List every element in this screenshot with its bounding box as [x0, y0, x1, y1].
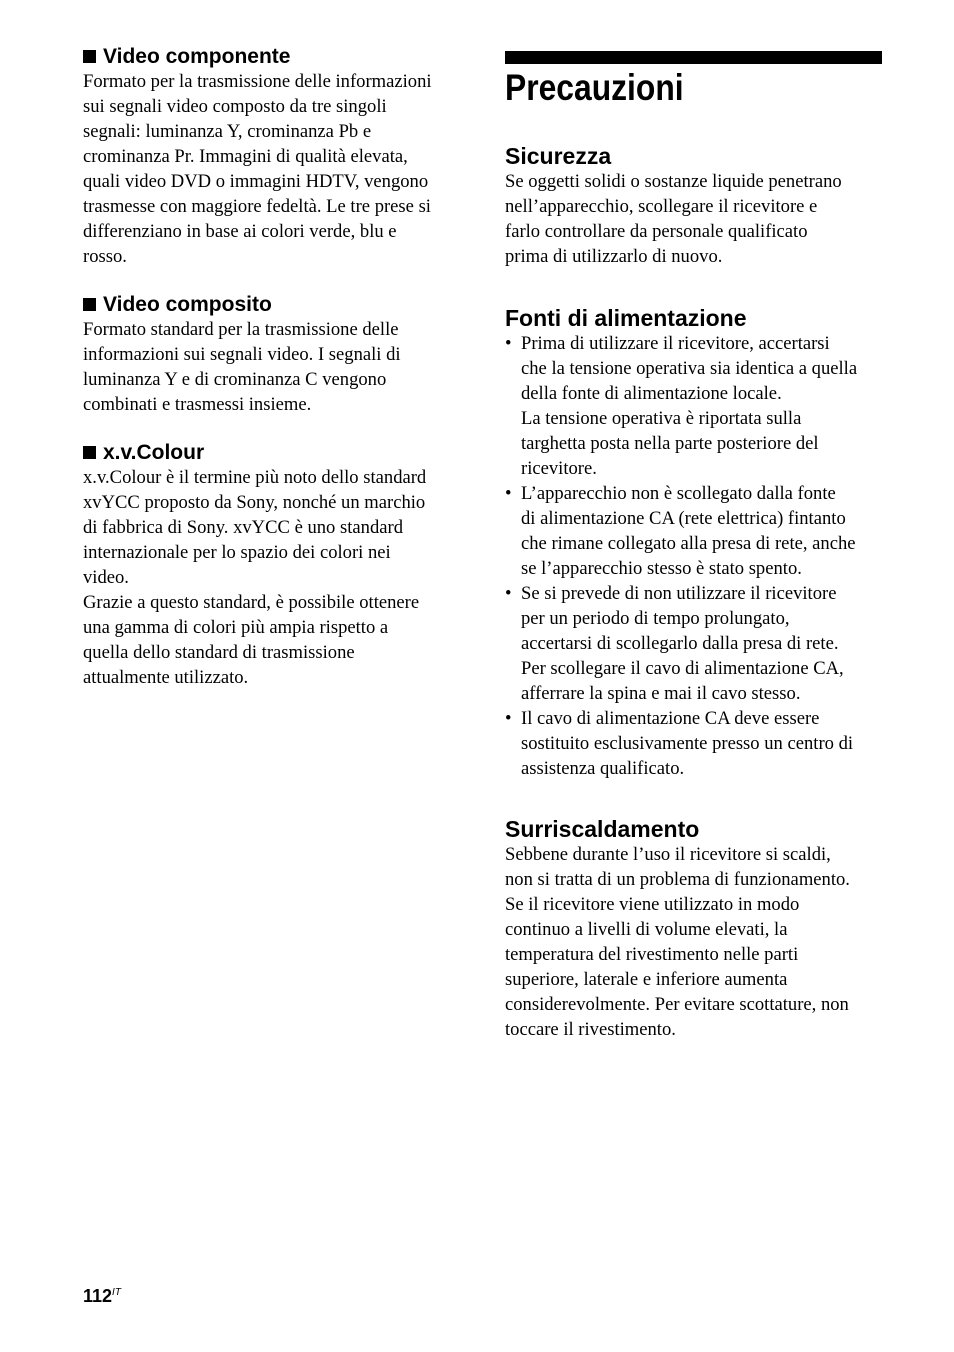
- body-line: x.v.Colour è il termine più noto dello standard: [83, 467, 427, 488]
- body-line: trasmesse con maggiore fedeltà. Le tre prese si: [83, 196, 431, 217]
- body-line: afferrare la spina e mai il cavo stesso.: [521, 683, 801, 704]
- list-item: [505, 706, 857, 781]
- page-title: Precauzioni: [505, 67, 684, 108]
- body-line: quali video DVD o immagini HDTV, vengono: [83, 171, 429, 192]
- section-heading: [83, 44, 432, 69]
- section-sicurezza: [505, 143, 842, 269]
- section-body: [505, 842, 850, 1042]
- body-line: ricevitore.: [521, 458, 597, 479]
- body-line: quella dello standard di trasmissione: [83, 642, 355, 663]
- body-line: attualmente utilizzato.: [83, 667, 249, 688]
- page-number-value: 112: [83, 1286, 113, 1306]
- bullet-icon: •: [505, 583, 512, 604]
- body-line: L’apparecchio non è scollegato dalla fonte: [521, 483, 836, 504]
- body-line: per un periodo di tempo prolungato,: [521, 608, 790, 629]
- section-body: [83, 69, 432, 269]
- body-line: se l’apparecchio stesso è stato spento.: [521, 558, 802, 579]
- page-language-suffix: IT: [112, 1287, 121, 1298]
- section-video-componente: [83, 44, 432, 269]
- body-line: sostituito esclusivamente presso un centro di: [521, 733, 854, 754]
- body-line: della fonte di alimentazione locale.: [521, 383, 782, 404]
- section-body: [83, 317, 401, 417]
- section-heading-text: x.v.Colour: [103, 441, 205, 464]
- section-video-composito: [83, 292, 401, 417]
- section-heading-text: Video componente: [103, 45, 291, 68]
- page-number: [83, 1282, 121, 1307]
- body-line: continuo a livelli di volume elevati, la: [505, 919, 788, 940]
- title-rule: [505, 51, 882, 64]
- body-line: Se oggetti solidi o sostanze liquide penetrano: [505, 171, 842, 192]
- body-line: Sebbene durante l’uso il ricevitore si scaldi,: [505, 844, 831, 865]
- body-line: di fabbrica di Sony. xvYCC è uno standard: [83, 517, 403, 538]
- body-line: targhetta posta nella parte posteriore del: [521, 433, 819, 454]
- body-line: toccare il rivestimento.: [505, 1019, 676, 1040]
- body-line: rosso.: [83, 246, 127, 267]
- body-line: una gamma di colori più ampia rispetto a: [83, 617, 389, 638]
- body-line: Prima di utilizzare il ricevitore, accertarsi: [521, 333, 830, 354]
- body-line: temperatura del rivestimento nelle parti: [505, 944, 799, 965]
- body-line: luminanza Y e di crominanza C vengono: [83, 369, 387, 390]
- section-heading: Sicurezza: [505, 143, 612, 169]
- body-line: nell’apparecchio, scollegare il ricevitore e: [505, 196, 818, 217]
- square-bullet-icon: [83, 298, 96, 311]
- body-line: considerevolmente. Per evitare scottature, non: [505, 994, 849, 1015]
- list-item: [505, 331, 857, 481]
- section-heading: [83, 440, 426, 465]
- square-bullet-icon: [83, 446, 96, 459]
- body-line: prima di utilizzarlo di nuovo.: [505, 246, 723, 267]
- body-line: segnali: luminanza Y, crominanza Pb e: [83, 121, 372, 142]
- body-line: che rimane collegato alla presa di rete, anche: [521, 533, 856, 554]
- body-line: xvYCC proposto da Sony, nonché un marchio: [83, 492, 426, 513]
- section-xv-colour: [83, 440, 426, 690]
- body-line: La tensione operativa è riportata sulla: [521, 408, 802, 429]
- body-line: superiore, laterale e inferiore aumenta: [505, 969, 788, 990]
- body-line: Per scollegare il cavo di alimentazione CA,: [521, 658, 844, 679]
- list-item: [505, 481, 857, 581]
- section-body: [505, 169, 842, 269]
- body-line: di alimentazione CA (rete elettrica) fintanto: [521, 508, 846, 529]
- section-fonti-alimentazione: [505, 305, 857, 781]
- body-line: crominanza Pr. Immagini di qualità elevata,: [83, 146, 408, 167]
- bullet-icon: •: [505, 708, 512, 729]
- bullet-list: [505, 331, 857, 781]
- bullet-icon: •: [505, 333, 512, 354]
- body-line: Grazie a questo standard, è possibile ottenere: [83, 592, 420, 613]
- body-line: non si tratta di un problema di funzionamento.: [505, 869, 850, 890]
- body-line: Il cavo di alimentazione CA deve essere: [521, 708, 820, 729]
- square-bullet-icon: [83, 50, 96, 63]
- body-line: internazionale per lo spazio dei colori nei: [83, 542, 391, 563]
- section-surriscaldamento: [505, 816, 850, 1042]
- section-heading: Fonti di alimentazione: [505, 305, 747, 331]
- section-heading: [83, 292, 401, 317]
- body-line: che la tensione operativa sia identica a quella: [521, 358, 858, 379]
- body-line: assistenza qualificato.: [521, 758, 685, 779]
- bullet-icon: •: [505, 483, 512, 504]
- body-line: sui segnali video composto da tre singoli: [83, 96, 387, 117]
- section-body: [83, 465, 426, 690]
- body-line: Se il ricevitore viene utilizzato in modo: [505, 894, 800, 915]
- body-line: farlo controllare da personale qualificato: [505, 221, 808, 242]
- list-item: [505, 581, 857, 706]
- section-heading: Surriscaldamento: [505, 816, 700, 842]
- body-line: informazioni sui segnali video. I segnali di: [83, 344, 401, 365]
- body-line: accertarsi di scollegarlo dalla presa di rete.: [521, 633, 839, 654]
- body-line: Se si prevede di non utilizzare il ricevitore: [521, 583, 837, 604]
- body-line: Formato per la trasmissione delle informazioni: [83, 71, 432, 92]
- body-line: Formato standard per la trasmissione delle: [83, 319, 399, 340]
- body-line: combinati e trasmessi insieme.: [83, 394, 312, 415]
- body-line: differenziano in base ai colori verde, blu e: [83, 221, 397, 242]
- section-heading-text: Video composito: [103, 293, 272, 316]
- body-line: video.: [83, 567, 129, 588]
